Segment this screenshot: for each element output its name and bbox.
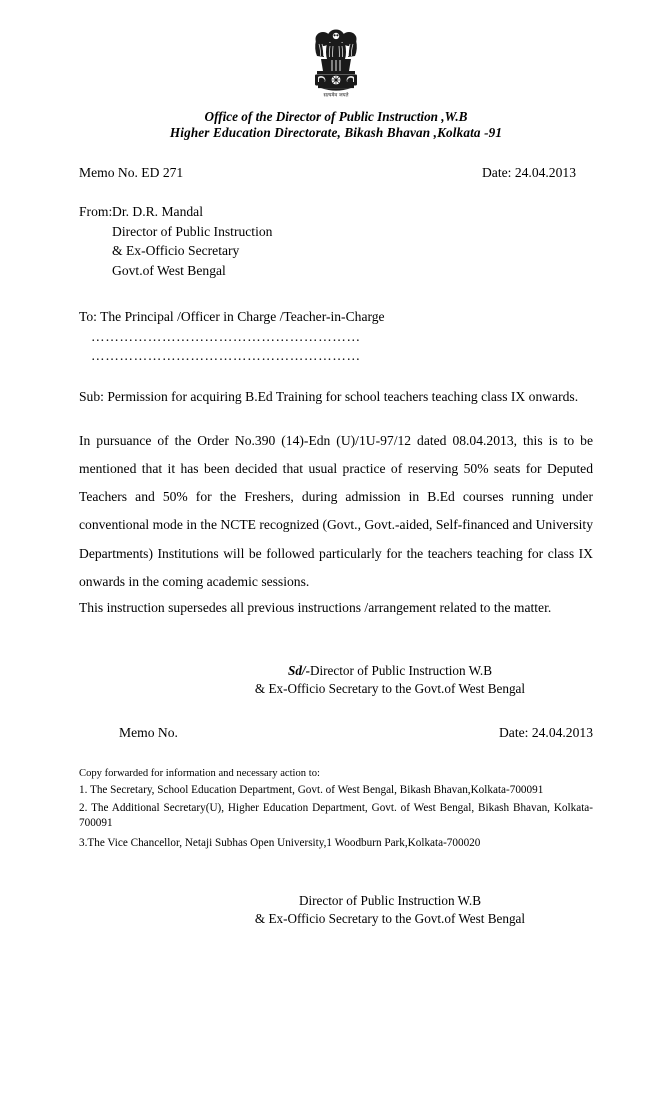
memo-second-row: [79, 723, 593, 742]
memo-number: Memo No. ED 271: [79, 165, 184, 180]
from-name-line: [79, 202, 593, 222]
body-paragraph-2: This instruction supersedes all previous instructions /arrangement related to the matter.: [79, 600, 552, 616]
copy-forwarded-heading: Copy forwarded for information and necessary action to:: [79, 768, 320, 780]
document-header: [0, 109, 672, 141]
from-label: From:: [79, 204, 113, 219]
to-dotted-line-1: …………………………………………………: [91, 328, 361, 344]
signature-designation-line: [187, 662, 593, 680]
to-dotted-line-2: …………………………………………………: [91, 347, 361, 363]
memo-second-date: Date: 24.04.2013: [498, 725, 593, 741]
from-name: Dr. D.R. Mandal: [112, 204, 203, 219]
emblem-motto-text: सत्यमेव जयते: [323, 92, 349, 99]
from-government: Govt.of West Bengal: [112, 262, 226, 278]
emblem-container: [0, 0, 672, 107]
signature-secondary-designation: & Ex-Officio Secretary to the Govt.of West Bengal: [254, 680, 526, 696]
copy-forwarded-block: [79, 767, 593, 851]
header-directorate-line: Higher Education Directorate, Bikash Bhavan ,Kolkata -91: [169, 125, 503, 140]
signature-sd: Sd/-: [287, 663, 310, 679]
from-block: [79, 202, 593, 280]
memo-header-row: [79, 163, 593, 182]
from-designation: Director of Public Instruction: [112, 223, 273, 239]
footer-signature-block: [79, 892, 593, 927]
to-line: To: The Principal /Officer in Charge /Teacher-in-Charge: [79, 309, 385, 324]
signature-block: [79, 662, 593, 697]
india-national-emblem-icon: [309, 26, 363, 102]
header-office-line: Office of the Director of Public Instruction ,W.B: [204, 109, 468, 124]
copy-forwarded-item: 2. The Additional Secretary(U), Higher Education Department, Govt. of West Bengal, Bikash Bhavan, Kolkata-700091: [79, 802, 593, 830]
to-block: [79, 307, 593, 365]
subject-line: Sub: Permission for acquiring B.Ed Training for school teachers teaching class IX onwards.: [79, 388, 579, 404]
footer-signature-secondary-designation: & Ex-Officio Secretary to the Govt.of West Bengal: [254, 910, 526, 926]
copy-forwarded-item: 3.The Vice Chancellor, Netaji Subhas Open University,1 Woodburn Park,Kolkata-700020: [79, 837, 481, 850]
body-paragraph-1: In pursuance of the Order No.390 (14)-Edn (U)/1U-97/12 dated 08.04.2013, this is to be mentioned that it has been decided that usual practice of reserving 50% seats for Deputed Teachers and 50% for the Freshers, during admission in B.Ed courses running under conventional mode in the NCTE recognized (Govt., Govt.-aided, Self-financed and University Departments) Institutions will be followed particularly for the teachers teaching for class IX onwards in the coming academic sessions.: [79, 432, 593, 589]
document-body: [0, 163, 672, 927]
footer-signature-designation: Director of Public Instruction W.B: [298, 893, 482, 909]
signature-designation: Director of Public Instruction W.B: [309, 663, 493, 679]
memo-second-number: Memo No.: [119, 725, 178, 741]
copy-forwarded-item: 1. The Secretary, School Education Department, Govt. of West Bengal, Bikash Bhavan,Kolkata-700091: [79, 784, 544, 797]
from-secondary-designation: & Ex-Officio Secretary: [112, 243, 240, 258]
memo-date: Date: 24.04.2013: [481, 165, 576, 180]
